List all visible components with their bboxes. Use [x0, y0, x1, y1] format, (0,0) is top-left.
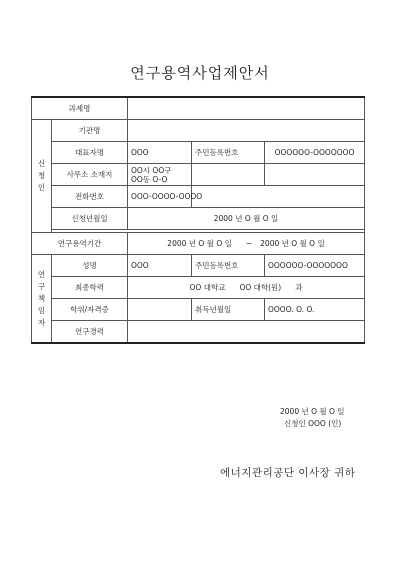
researcher-group-char: 임 — [37, 305, 46, 315]
document-title: 연구용역사업제안서 — [130, 64, 270, 82]
representative-row — [32, 142, 365, 164]
researcher-name-label: 성명 — [52, 255, 128, 277]
address-label: 사무소 소재지 — [52, 164, 128, 186]
career-field[interactable] — [128, 321, 365, 344]
org-row — [32, 120, 365, 142]
education-field[interactable] — [128, 277, 365, 299]
education-row — [32, 277, 365, 299]
address-line-2: OO동 O-O — [131, 174, 168, 184]
org-label: 기관명 — [52, 120, 128, 142]
education-label: 최종학력 — [52, 277, 128, 299]
researcher-rrn-field[interactable]: OOOOOO-OOOOOOO — [265, 255, 365, 277]
period-end: 2000 년 O 월 O 일 — [260, 239, 325, 248]
period-label: 연구용역기간 — [32, 233, 128, 255]
application-date-field[interactable]: 2000 년 O 월 O 일 — [128, 208, 365, 230]
career-label: 연구경력 — [52, 321, 128, 344]
address-field[interactable] — [128, 164, 192, 186]
researcher-group-label — [32, 255, 52, 344]
applicant-rrn-label: 주민등록번호 — [192, 142, 265, 164]
acquisition-date-label: 취득년월일 — [192, 299, 265, 321]
application-date-row — [32, 208, 365, 230]
rep-field[interactable]: OOO — [128, 142, 192, 164]
researcher-group-char: 책 — [37, 293, 46, 303]
degree-row — [32, 299, 365, 321]
degree-field[interactable] — [128, 299, 192, 321]
applicant-group-char: 청 — [37, 171, 46, 180]
phone-extra-field[interactable] — [192, 186, 365, 208]
applicant-group-label — [32, 120, 52, 233]
applicant-group-char: 인 — [37, 183, 46, 192]
education-university: OO 대학교 — [189, 283, 226, 292]
footer-addressee: 에너지관리공단 이사장 귀하 — [220, 467, 356, 479]
period-row — [32, 233, 365, 255]
address-line-1: OO시 OO구 — [131, 165, 172, 175]
researcher-name-row — [32, 255, 365, 277]
career-row — [32, 321, 365, 344]
researcher-group-char: 구 — [37, 281, 46, 291]
period-start: 2000 년 O 월 O 일 — [167, 239, 232, 248]
period-separator: ~ — [245, 239, 253, 248]
researcher-rrn-label: 주민등록번호 — [192, 255, 265, 277]
researcher-group-char: 연 — [37, 269, 46, 279]
address-extra-field[interactable] — [192, 164, 265, 186]
researcher-name-field[interactable]: OOO — [128, 255, 192, 277]
task-field[interactable] — [128, 97, 365, 120]
degree-label: 학위/자격증 — [52, 299, 128, 321]
address-extra-field-2[interactable] — [265, 164, 365, 186]
phone-row — [32, 186, 365, 208]
rep-label: 대표자명 — [52, 142, 128, 164]
education-department: 과 — [295, 283, 303, 292]
address-row — [32, 164, 365, 186]
researcher-group-char: 자 — [37, 317, 46, 327]
proposal-form-table — [31, 96, 365, 344]
phone-field[interactable]: OOO-OOOO-OOOO — [128, 186, 192, 208]
applicant-rrn-field[interactable]: OOOOOO-OOOOOOO — [265, 142, 365, 164]
task-row — [32, 97, 365, 120]
task-label: 과제명 — [32, 97, 128, 120]
org-field[interactable] — [128, 120, 365, 142]
phone-label: 전화번호 — [52, 186, 128, 208]
education-graduate: OO 대학(원) — [239, 283, 282, 292]
acquisition-date-field[interactable]: OOOO. O. O. — [265, 299, 365, 321]
footer-signer: 신청인 OOO (인) — [284, 419, 342, 428]
application-date-label: 신청년월일 — [52, 208, 128, 230]
applicant-group-char: 신 — [37, 159, 46, 168]
footer-date: 2000 년 O 월 O 일 — [280, 407, 345, 416]
period-field[interactable] — [128, 233, 365, 255]
